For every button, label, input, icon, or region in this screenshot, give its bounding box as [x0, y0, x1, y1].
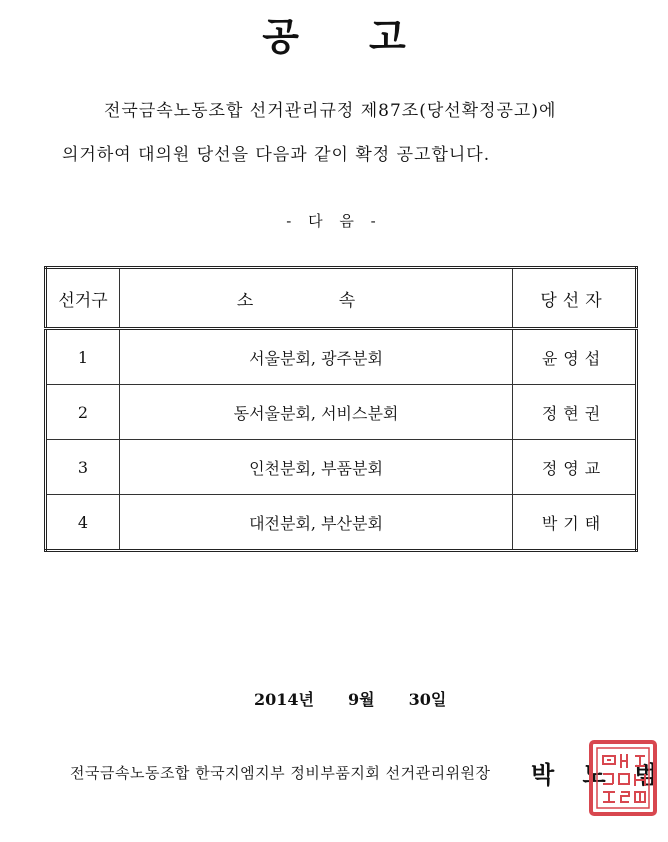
winner-cell: 박기태	[513, 495, 637, 551]
table-row	[46, 440, 637, 495]
header-affiliation: 소 속	[120, 268, 513, 329]
district-cell: 3	[46, 440, 120, 495]
affiliation-cell: 대전분회, 부산분회	[120, 495, 513, 551]
election-results-table	[44, 266, 638, 552]
signatory-name: 박 노 범	[531, 760, 668, 789]
signatory-title: 전국금속노동조합 한국지엠지부 정비부품지회 선거관리위원장	[70, 764, 491, 782]
official-seal-icon	[587, 738, 659, 818]
winner-cell: 윤영섭	[513, 329, 637, 385]
date-day: 30일	[408, 690, 447, 709]
affiliation-cell: 인천분회, 부품분회	[120, 440, 513, 495]
table-row	[46, 495, 637, 551]
intro-line-2: 의거하여 대의원 당선을 다음과 같이 확정 공고합니다.	[62, 145, 491, 165]
date-year: 2014년	[254, 690, 314, 709]
notice-date	[254, 687, 446, 710]
section-separator: - 다 음 -	[286, 212, 382, 230]
district-cell: 1	[46, 329, 120, 385]
header-district: 선거구	[46, 268, 120, 329]
notice-title: 공고	[262, 14, 476, 59]
table-header-row	[46, 268, 637, 329]
date-month: 9월	[348, 690, 375, 709]
table-row	[46, 329, 637, 385]
winner-cell: 정영교	[513, 440, 637, 495]
winner-cell: 정현권	[513, 385, 637, 440]
district-cell: 4	[46, 495, 120, 551]
affiliation-cell: 서울분회, 광주분회	[120, 329, 513, 385]
header-winner: 당선자	[513, 268, 637, 329]
table-row	[46, 385, 637, 440]
intro-line-1: 전국금속노동조합 선거관리규정 제87조(당선확정공고)에	[104, 101, 557, 121]
district-cell: 2	[46, 385, 120, 440]
affiliation-cell: 동서울분회, 서비스분회	[120, 385, 513, 440]
